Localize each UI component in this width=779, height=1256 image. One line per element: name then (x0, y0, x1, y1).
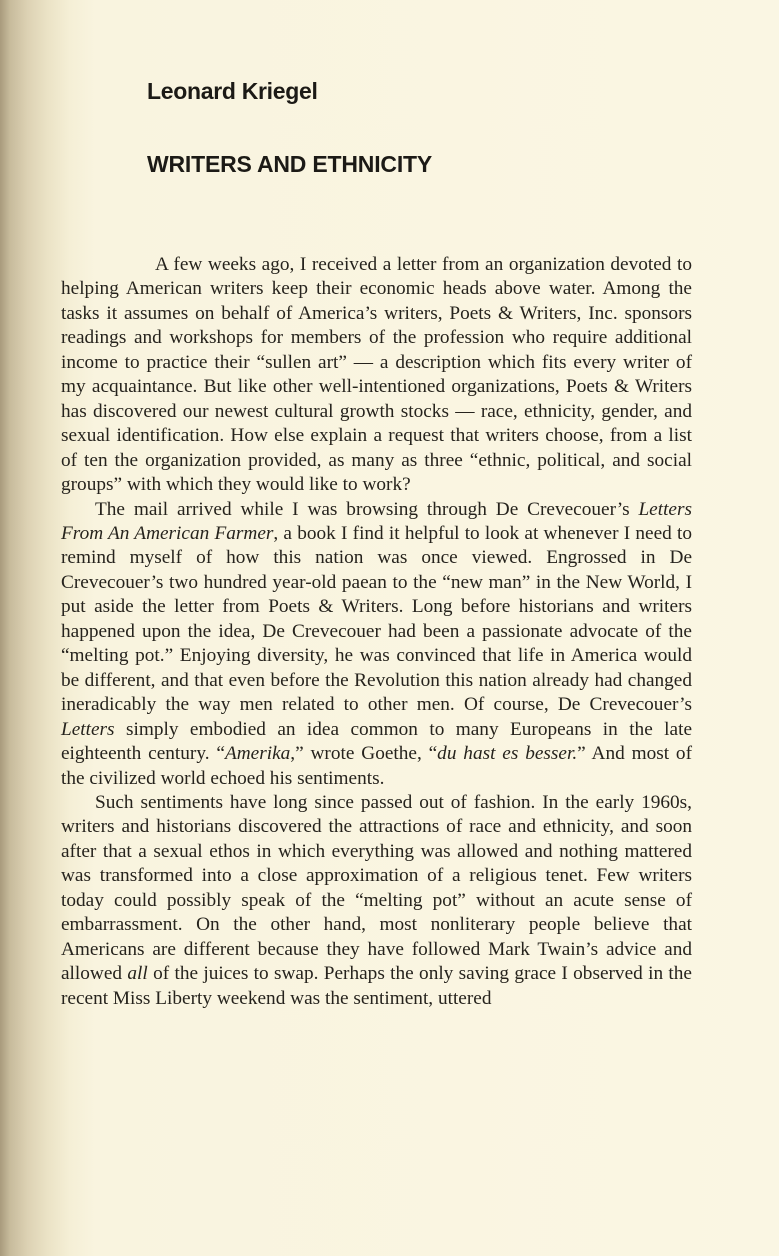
paragraph-text: , a book I find it helpful to look at whenever I need to remind myself of how this nation was once viewed. Engrossed in De Crevecouer’s two hundred year-old paean to the “new man” in the New World, I put aside the letter from Poets & Writers. Long before historians and writers happened upon the idea, De Crevecouer had been a passionate advocate of the “melting pot.” Enjoying diversity, he was convinced that life in America would be different, and that even before the Revolution this nation already had changed ineradicably the way men related to other men. Of course, De Crevecouer’s (61, 522, 692, 716)
paragraph-text: Such sentiments have long since passed out of fashion. In the early 1960s, writers and historians discovered the attractions of race and ethnicity, and soon after that a sexual ethos in which everything was allowed and nothing mattered was transformed into a close approximation of a religious tenet. Few writers today could possibly speak of the “melting pot” without an acute sense of embarrassment. On the other hand, most nonliterary people believe that Americans are different because they have followed Mark Twain’s advice and allowed (61, 791, 692, 985)
book-title-italic: Letters (61, 718, 115, 740)
paragraph-text: of the juices to swap. Perhaps the only saving grace I observed in the recent Miss Liberty weekend was the sentiment, uttered (61, 963, 692, 1009)
author-name: Leonard Kriegel (147, 78, 318, 104)
emphasis-italic: all (127, 963, 148, 985)
paragraph-3 (61, 791, 692, 1011)
paragraph-text: The mail arrived while I was browsing through De Crevecouer’s (95, 498, 639, 520)
foreign-word-italic: Amerika (224, 743, 291, 765)
book-title-italic: Letters From An American Farmer (61, 498, 692, 544)
paragraph-text: simply embodied an idea common to many Europeans in the late eighteenth century. “ (61, 718, 692, 765)
article-body (61, 253, 692, 1011)
paragraph-text: A few weeks ago, I received a letter from an organization devoted to helping American writers keep their economic heads above water. Among the tasks it assumes on behalf of America’s writers, Poets & Writers, Inc. sponsors readings and workshops for members of the profession who require additional income to practice their “sullen art” — a description which fits every writer of my acquaintance. But like other well-intentioned organizations, Poets & Writers has discovered our newest cultural growth stocks — race, ethnicity, gender, and sexual identification. How else explain a request that writers choose, from a list of ten the organization provided, as many as three “ethnic, political, and social groups” with which they would like to work? (61, 254, 692, 496)
foreign-phrase-italic: du hast es besser. (437, 743, 578, 765)
paragraph-1 (61, 253, 692, 498)
paragraph-text: ,” wrote Goethe, “ (290, 743, 438, 765)
article-title: WRITERS AND ETHNICITY (147, 151, 432, 177)
paragraph-text: ” And most of the civilized world echoed his sentiments. (61, 743, 692, 789)
paragraph-2 (61, 498, 692, 791)
